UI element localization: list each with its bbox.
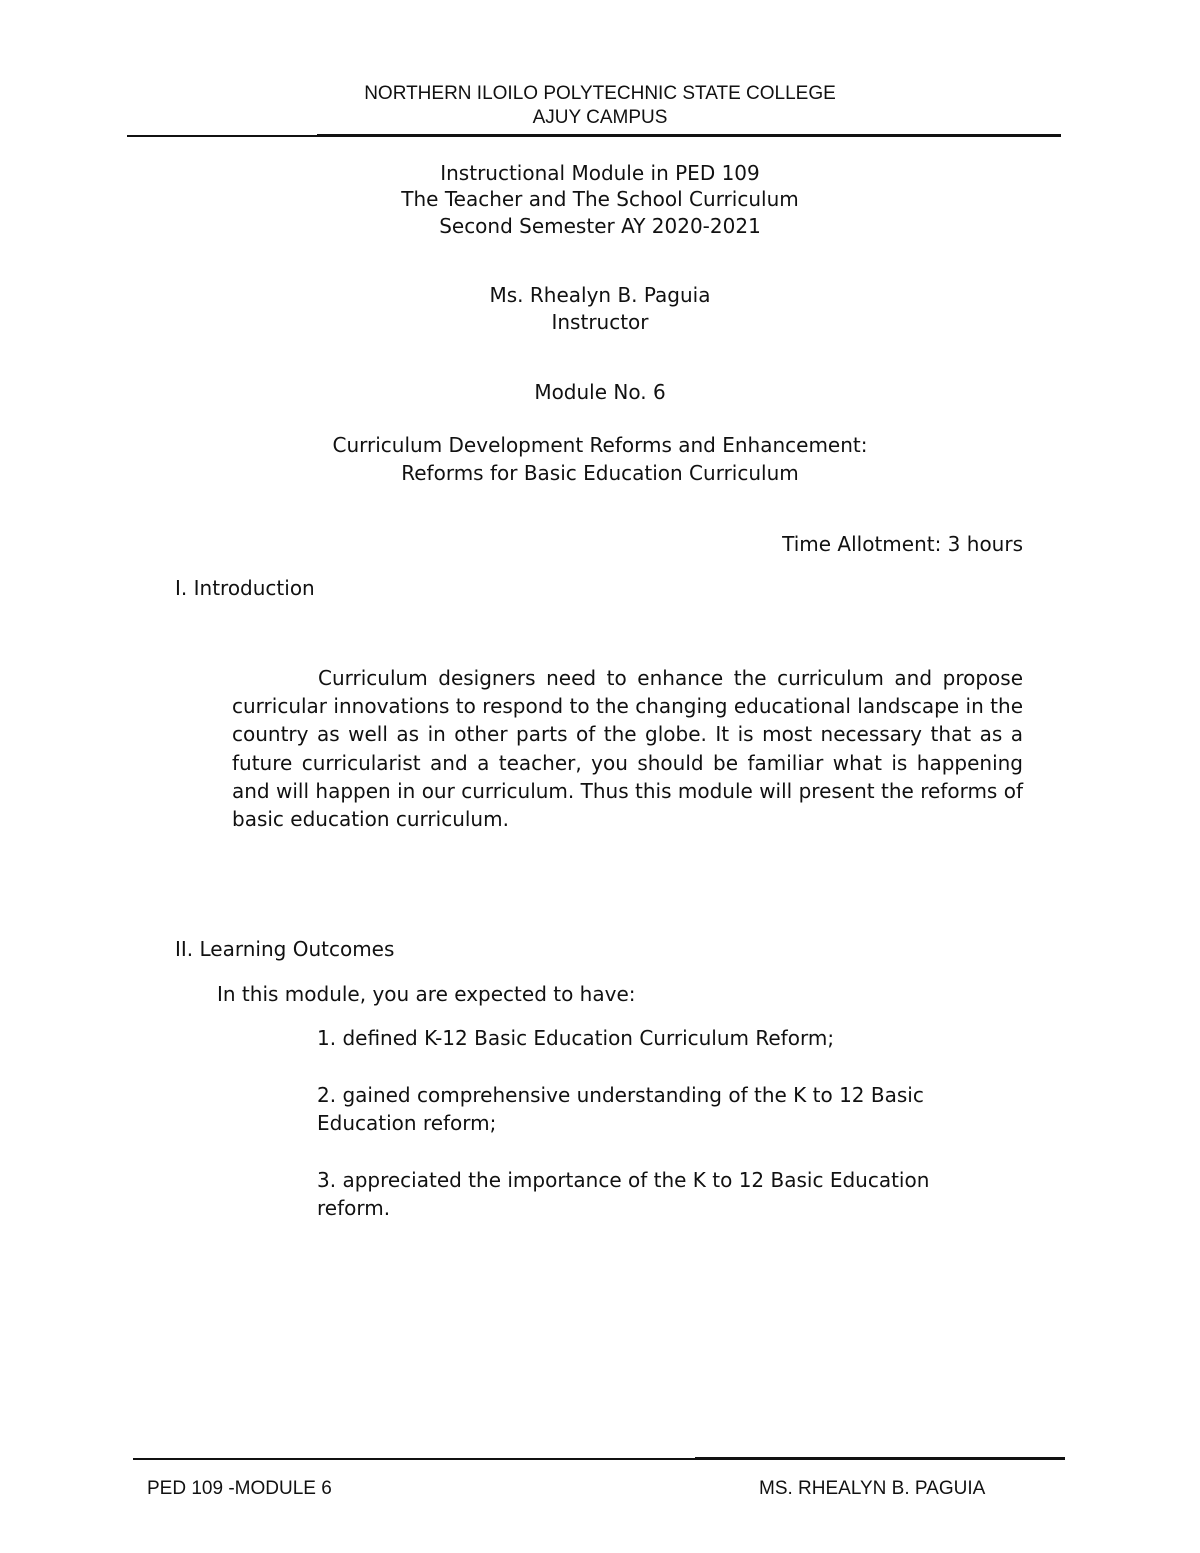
learning-outcomes-lead: In this module, you are expected to have: xyxy=(217,982,636,1006)
introduction-paragraph: Curriculum designers need to enhance the curriculum and propose curricular innovations to respond to the changing educational landscape in the country as well as in other parts of the globe. It is most necessary that as a future curricularist and a teacher, you should be familiar what is happening and will happen in our curriculum. Thus this module will present the reforms of basic education curriculum. xyxy=(232,666,1023,832)
college-name: NORTHERN ILOILO POLYTECHNIC STATE COLLEGE xyxy=(364,83,836,104)
module-semester: Second Semester AY 2020-2021 xyxy=(439,214,761,238)
header-rule-left xyxy=(127,135,317,137)
module-title-line1: Curriculum Development Reforms and Enhancement: xyxy=(332,433,868,457)
header-rule-right xyxy=(317,134,1061,137)
module-course-line: Instructional Module in PED 109 xyxy=(440,161,760,185)
introduction-heading: I. Introduction xyxy=(175,576,315,600)
instructor-role: Instructor xyxy=(551,310,649,334)
campus-name: AJUY CAMPUS xyxy=(532,107,668,128)
footer-course-module: PED 109 -MODULE 6 xyxy=(147,1478,332,1499)
module-number: Module No. 6 xyxy=(534,380,666,404)
time-allotment: Time Allotment: 3 hours xyxy=(782,532,1023,556)
learning-outcome-item: 2. gained comprehensive understanding of the K to 12 Basic Education reform; xyxy=(317,1083,924,1135)
module-title-line2: Reforms for Basic Education Curriculum xyxy=(401,461,799,485)
footer-instructor: MS. RHEALYN B. PAGUIA xyxy=(759,1478,986,1499)
learning-outcome-item: 1. defined K-12 Basic Education Curriculum Reform; xyxy=(317,1026,835,1050)
instructor-name: Ms. Rhealyn B. Paguia xyxy=(489,283,711,307)
learning-outcome-item: 3. appreciated the importance of the K to 12 Basic Education reform. xyxy=(317,1168,930,1220)
footer-rule-left xyxy=(133,1458,695,1460)
footer-rule-right xyxy=(695,1457,1065,1460)
module-course-title: The Teacher and The School Curriculum xyxy=(401,187,799,211)
learning-outcomes-heading: II. Learning Outcomes xyxy=(175,937,395,961)
